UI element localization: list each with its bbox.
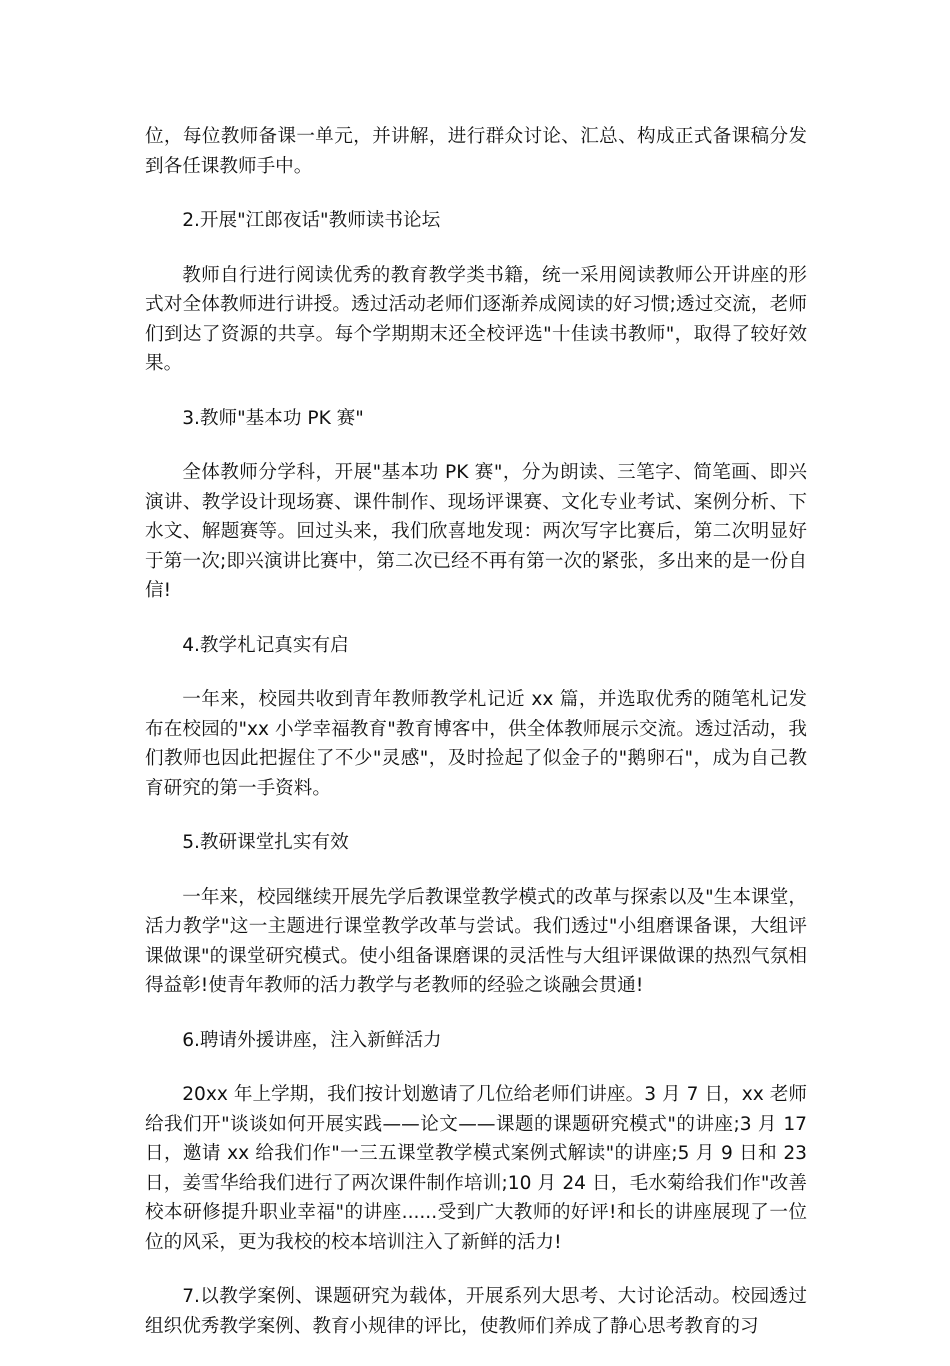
section-heading-4: 4.教学札记真实有启 bbox=[182, 634, 349, 656]
paragraph: 一年来，校园共收到青年教师教学札记近 xx 篇，并选取优秀的随笔札记发布在校园的"xx 小学幸福教育"教育博客中，供全体教师展示交流。透过活动，我们教师也因此把握住了不少"灵感"，及时捡起了似金子的"鹅卵石"，成为自己教育研究的第一手资料。 bbox=[145, 689, 807, 799]
paragraph: 教师自行进行阅读优秀的教育教学类书籍，统一采用阅读教师公开讲座的形式对全体教师进行讲授。透过活动老师们逐渐养成阅读的好习惯;透过交流，老师们到达了资源的共享。每个学期期末还全校评选"十佳读书教师"，取得了较好效果。 bbox=[145, 264, 807, 374]
document-page bbox=[145, 122, 807, 1366]
paragraph: 一年来，校园继续开展先学后教课堂教学模式的改革与探索以及"生本课堂，活力教学"这一主题进行课堂教学改革与尝试。我们透过"小组磨课备课，大组评课做课"的课堂研究模式。使小组备课磨课的灵活性与大组评课做课的热烈气氛相得益彰!使青年教师的活力教学与老教师的经验之谈融会贯通! bbox=[145, 886, 807, 996]
paragraph: 全体教师分学科，开展"基本功 PK 赛"，分为朗读、三笔字、简笔画、即兴演讲、教学设计现场赛、课件制作、现场评课赛、文化专业考试、案例分析、下水文、解题赛等。回过头来，我们欣喜地发现：两次写字比赛后，第二次明显好于第一次;即兴演讲比赛中，第二次已经不再有第一次的紧张，多出来的是一份自信! bbox=[145, 462, 807, 601]
paragraph: 20xx 年上学期，我们按计划邀请了几位给老师们讲座。3 月 7 日，xx 老师给我们开"谈谈如何开展实践——论文——课题的课题研究模式"的讲座;3 月 17 日，邀请 xx 给我们作"一三五课堂教学模式案例式解读"的讲座;5 月 9 日和 23 日，姜雪华给我们进行了两次课件制作培训;10 月 24 日，毛水菊给我们作"改善校本研修提升职业幸福"的讲座......受到广大教师的好评!和长的讲座展现了一位位的风采，更为我校的校本培训注入了新鲜的活力! bbox=[145, 1084, 807, 1253]
paragraph-continued: 位，每位教师备课一单元，并讲解，进行群众讨论、汇总、构成正式备课稿分发到各任课教师手中。 bbox=[145, 126, 807, 177]
section-heading-3: 3.教师"基本功 PK 赛" bbox=[182, 407, 364, 429]
section-heading-5: 5.教研课堂扎实有效 bbox=[182, 832, 349, 853]
section-heading-2: 2.开展"江郎夜话"教师读书论坛 bbox=[182, 210, 441, 231]
paragraph-item-7: 7.以教学案例、课题研究为载体，开展系列大思考、大讨论活动。校园透过组织优秀教学案例、教育小规律的评比，使教师们养成了静心思考教育的习 bbox=[145, 1286, 807, 1337]
section-heading-6: 6.聘请外援讲座，注入新鲜活力 bbox=[182, 1029, 442, 1051]
